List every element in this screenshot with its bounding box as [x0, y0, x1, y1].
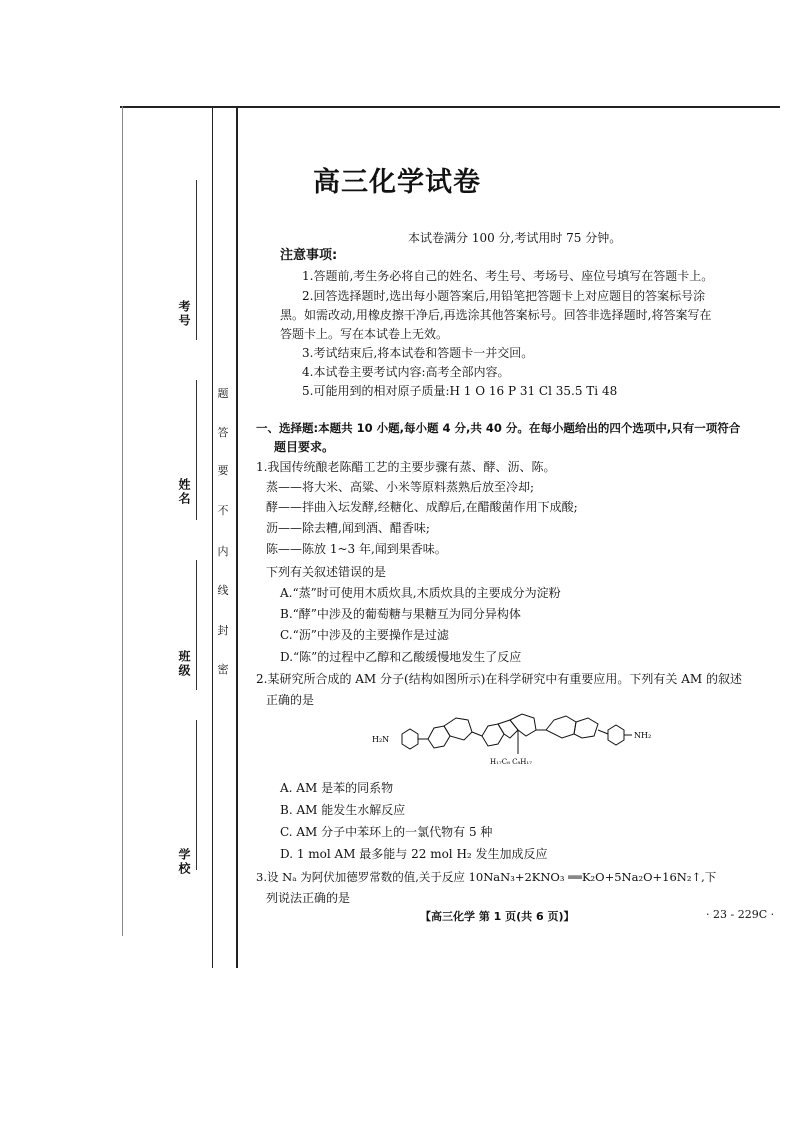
page-footer: 【高三化学 第 1 页(共 6 页)】 — [420, 910, 575, 923]
field-school: 学校 — [177, 848, 191, 876]
process-step: 酵——拌曲入坛发酵,经糖化、成醇后,在醋酸菌作用下成酸; — [266, 500, 578, 514]
notice-line: 2.回答选择题时,选出每小题答案后,用铅笔把答题卡上对应题目的答案标号涂 — [302, 289, 706, 303]
section-heading: 一、选择题:本题共 10 小题,每小题 4 分,共 40 分。在每小题给出的四个选项中,只有一项符合 — [256, 421, 741, 435]
field-exam-number: 考号 — [177, 300, 191, 328]
question-stem-cont: 正确的是 — [266, 693, 315, 707]
seal-char: 不 — [217, 504, 229, 517]
binding-line-middle — [212, 108, 213, 968]
page-title: 高三化学试卷 — [313, 167, 481, 198]
field-school-line — [196, 720, 197, 870]
seal-char: 内 — [217, 545, 229, 558]
field-name-line — [196, 380, 197, 520]
option-b: B. AM 能发生水解反应 — [280, 803, 406, 817]
field-exam-number-line — [196, 180, 197, 340]
exam-info: 本试卷满分 100 分,考试用时 75 分钟。 — [408, 231, 622, 245]
notice-line: 1.答题前,考生务必将自己的姓名、考生号、考场号、座位号填写在答题卡上。 — [302, 269, 714, 283]
field-class: 班级 — [177, 650, 191, 678]
process-step: 陈——陈放 1~3 年,闻到果香味。 — [266, 542, 447, 556]
process-step: 沥——除去糟,闻到酒、醋香味; — [266, 521, 430, 535]
notice-line: 答题卡上。写在本试卷上无效。 — [280, 327, 449, 341]
section-heading-cont: 题目要求。 — [274, 440, 335, 454]
option-c: C. AM 分子中苯环上的一氯代物有 5 种 — [280, 825, 493, 839]
question-stem: 3.设 Nₐ 为阿伏加德罗常数的值,关于反应 10NaN₃+2KNO₃ ══K₂O+5Na₂O+16N₂↑,下 — [256, 870, 717, 884]
notice-line: 3.考试结束后,将本试卷和答题卡一并交回。 — [302, 346, 534, 360]
seal-char: 密 — [217, 663, 229, 676]
amine-right-label: NH₂ — [634, 731, 652, 740]
seal-char: 答 — [217, 426, 229, 439]
notice-line: 4.本试卷主要考试内容:高考全部内容。 — [302, 365, 510, 379]
notice-heading: 注意事项: — [280, 248, 338, 263]
question-stem: 2.某研究所合成的 AM 分子(结构如图所示)在科学研究中有重要应用。下列有关 AM 的叙述 — [256, 672, 742, 686]
seal-char: 线 — [217, 584, 229, 597]
question-stem-cont: 列说法正确的是 — [266, 891, 351, 905]
field-name: 姓名 — [177, 478, 191, 506]
seal-char: 题 — [217, 387, 229, 400]
seal-char: 封 — [217, 624, 229, 637]
option-b: B.“酵”中涉及的葡萄糖与果糖互为同分异构体 — [280, 607, 521, 621]
notice-line: 黑。如需改动,用橡皮擦干净后,再选涂其他答案标号。回答非选择题时,将答案写在 — [280, 308, 712, 322]
binding-line-inner — [236, 108, 238, 968]
notice-line: 5.可能用到的相对原子质量:H 1 O 16 P 31 Cl 35.5 Ti 48 — [302, 384, 618, 398]
binding-line-outer — [122, 106, 123, 936]
seal-char: 要 — [217, 464, 229, 477]
molecule-structure — [370, 706, 690, 776]
option-a: A. AM 是苯的同系物 — [280, 781, 394, 795]
question-prompt: 下列有关叙述错误的是 — [266, 565, 387, 579]
option-a: A.“蒸”时可使用木质炊具,木质炊具的主要成分为淀粉 — [280, 586, 561, 600]
option-d: D.“陈”的过程中乙醇和乙酸缓慢地发生了反应 — [280, 650, 522, 664]
alkyl-label: H₁₇C₈ C₈H₁₇ — [490, 758, 532, 766]
option-d: D. 1 mol AM 最多能与 22 mol H₂ 发生加成反应 — [280, 847, 548, 861]
option-c: C.“沥”中涉及的主要操作是过滤 — [280, 628, 449, 642]
question-stem: 1.我国传统酿老陈醋工艺的主要步骤有蒸、酵、沥、陈。 — [256, 460, 556, 474]
process-step: 蒸——将大米、高粱、小米等原料蒸熟后放至冷却; — [266, 480, 535, 494]
paper-code: · 23 - 229C · — [706, 908, 775, 921]
field-class-line — [196, 560, 197, 690]
top-border — [120, 106, 780, 108]
amine-left-label: H₂N — [372, 735, 390, 744]
